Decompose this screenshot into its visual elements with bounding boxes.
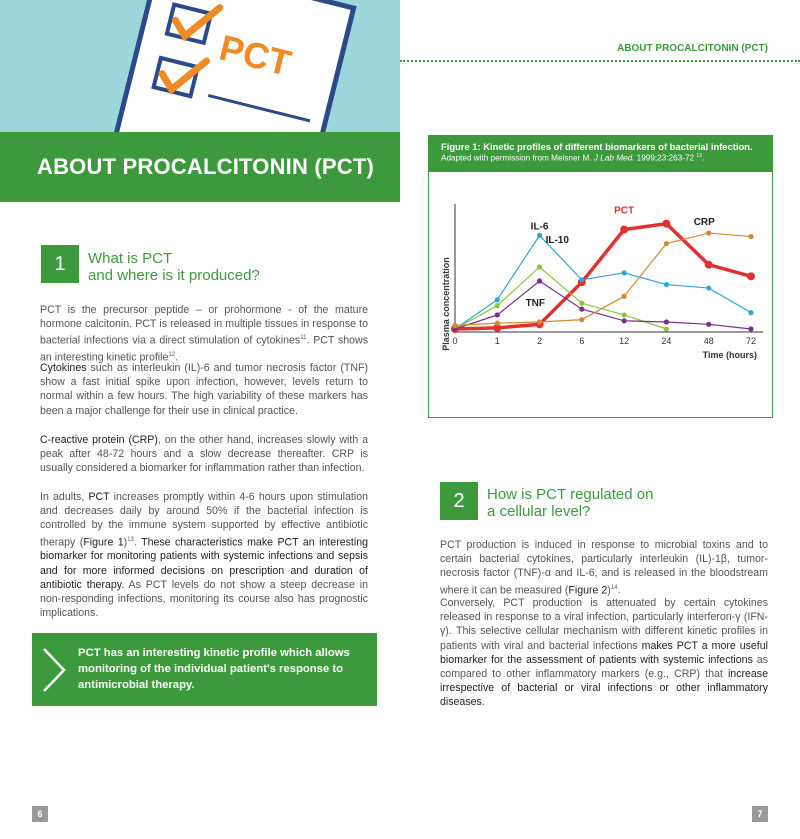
x-axis-label: Time (hours) — [702, 350, 757, 360]
data-point-il-6 — [495, 297, 500, 302]
data-point-tnf — [622, 318, 627, 323]
data-point-il-6 — [622, 270, 627, 275]
x-tick-label: 1 — [494, 336, 500, 346]
page-title-band — [0, 132, 400, 202]
section-1-paragraph-1: PCT is the precursor peptide – or prohormone - of the mature hormone calcitonin. PCT is released in multiple tissues in response to bacterial infections via a direct stimulation of cytokines$^{11}$. PCT shows an interesting kinetic profile$^{12}$. — [40, 304, 368, 364]
data-point-crp — [706, 230, 711, 235]
data-point-il-10 — [537, 264, 542, 269]
data-point-crp — [579, 317, 584, 322]
y-axis-label: Plasma concentration — [441, 257, 451, 351]
data-point-crp — [495, 321, 500, 326]
series-label-tnf: TNF — [525, 298, 546, 310]
data-point-il-6 — [579, 277, 584, 282]
page-number-left: 6 — [32, 806, 48, 822]
series-label-il-10: IL-10 — [545, 234, 569, 246]
chevron-right-icon — [40, 647, 68, 693]
data-point-crp — [452, 323, 457, 328]
page-title: ABOUT PROCALCITONIN (PCT) — [37, 154, 375, 179]
data-point-pct — [705, 261, 713, 269]
x-tick-label: 6 — [579, 336, 585, 346]
section-1-paragraph-4: In adults, PCT increases promptly within 4-6 hours upon stimulation and decreases daily by around 50% if the bacterial infection is controlled by the immune system supported by effective antibiotic therapy (Figure 1)$^{13}$. These characteristics make PCT an interesting biomarker for monitoring patients with systemic infections and sepsis and for more informed decisions on prescription and duration of antibiotic therapy. As PCT levels do not show a steep decrease in non-responding infections, monitoring its course also has prognostic implications. — [40, 491, 369, 620]
data-point-il-10 — [579, 301, 584, 306]
data-point-pct — [662, 220, 670, 228]
data-point-pct — [747, 272, 755, 280]
section-2-heading-line1: How is PCT regulated on — [487, 486, 654, 503]
x-tick-label: 72 — [745, 336, 757, 346]
dotted-divider — [400, 60, 800, 63]
data-point-tnf — [748, 326, 753, 331]
page-number-right: 7 — [752, 806, 768, 822]
hero-badge-text: PCT — [215, 26, 296, 84]
data-point-il-6 — [706, 285, 711, 290]
section-1-heading — [88, 250, 260, 284]
data-point-il-10 — [664, 326, 669, 331]
section-2-heading-line2: a cellular level? — [487, 503, 591, 520]
x-tick-label: 24 — [661, 336, 672, 346]
running-head: ABOUT PROCALCITONIN (PCT) — [617, 43, 768, 54]
figure-caption — [429, 136, 772, 172]
x-tick-label: 0 — [452, 336, 458, 346]
section-1-paragraph-2: Cytokines such as interleukin (IL)-6 and tumor necrosis factor (TNF) show a fast initial spike upon infection, however, levels return to normal within a few hours. The high variability of these markers has been a major challenge for their use in clinical practice. — [40, 362, 368, 417]
section-number-2: 2 — [440, 482, 478, 520]
data-point-il-10 — [622, 312, 627, 317]
checklist-illustration — [0, 0, 400, 132]
data-point-tnf — [664, 319, 669, 324]
section-2-paragraph-2: Conversely, PCT production is attenuated by certain cytokines released in response to a viral infection, particularly interferon-γ (IFN-γ). This selective cellular mechanism with different kinetic profiles in patients with viral and bacterial infections makes PCT a more useful biomarker for the assessment of patients with systemic infections as compared to other inflammatory markers (e.g., CRP) that increase irrespective of bacterial or viral infections or other inflammatory diseases. — [440, 597, 768, 709]
data-point-tnf — [537, 278, 542, 283]
section-1-paragraph-3: C-reactive protein (CRP), on the other hand, increases slowly with a peak after 48-72 hours and a slow decrease thereafter. CRP is usually considered a biomarker for inflammation rather than infection. — [40, 434, 368, 475]
data-point-crp — [748, 234, 753, 239]
callout-text: PCT has an interesting kinetic profile which allows monitoring of the individual patient's response to antimicrobial therapy. — [78, 647, 350, 691]
data-point-il-6 — [748, 310, 753, 315]
series-label-il-6: IL-6 — [530, 221, 549, 233]
section-2-heading — [487, 486, 653, 520]
series-label-crp: CRP — [693, 217, 715, 229]
data-point-crp — [537, 319, 542, 324]
data-point-il-6 — [537, 233, 542, 238]
section-1-heading-line1: What is PCT — [88, 250, 173, 267]
section-number-1: 1 — [41, 245, 79, 283]
x-tick-label: 12 — [619, 336, 630, 346]
data-point-il-6 — [664, 282, 669, 287]
data-point-tnf — [706, 322, 711, 327]
section-2-paragraph-1: PCT production is induced in response to microbial toxins and to certain bacterial cytokines, particularly interleukin (IL)-1β, tumor-necrosis factor (TNF)-α and IL-6, and is released in the bloodstream where it can be measured (Figure 2)$^{14}$. — [440, 539, 768, 597]
data-point-pct — [620, 226, 628, 234]
key-message-callout — [32, 633, 377, 706]
x-tick-label: 48 — [703, 336, 714, 346]
figure-1 — [428, 135, 773, 418]
series-label-pct: PCT — [614, 205, 635, 217]
data-point-tnf — [495, 312, 500, 317]
kinetic-profile-chart — [429, 172, 772, 417]
figure-caption-source: Adapted with permission from Meisner M. J Lab Med. 1999;23:263-72 $^{13}$. — [441, 153, 705, 163]
hero-illustration — [0, 0, 400, 132]
x-tick-label: 2 — [537, 336, 543, 346]
data-point-tnf — [579, 307, 584, 312]
figure-caption-title: Figure 1: Kinetic profiles of different biomarkers of bacterial infection. — [441, 141, 753, 152]
data-point-il-10 — [495, 303, 500, 308]
data-point-crp — [622, 294, 627, 299]
series-line-crp — [455, 233, 751, 325]
data-point-crp — [664, 241, 669, 246]
section-1-heading-line2: and where is it produced? — [88, 267, 260, 284]
